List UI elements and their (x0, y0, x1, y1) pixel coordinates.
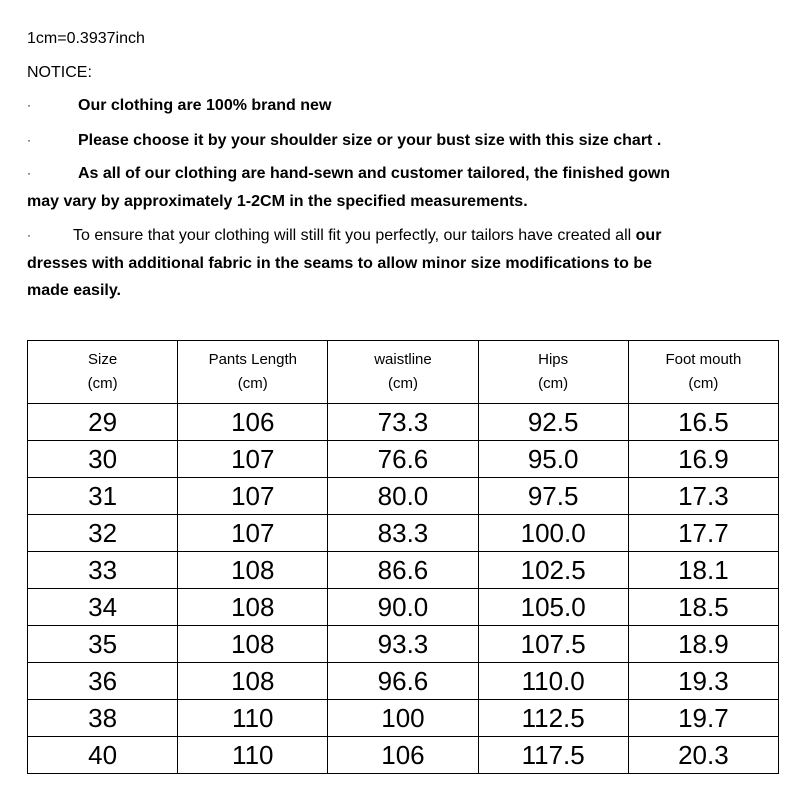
cell-hips: 92.5 (478, 404, 628, 441)
cell-waistline: 100 (328, 700, 478, 737)
cell-hips: 100.0 (478, 515, 628, 552)
header-label: Hips (538, 351, 569, 368)
cell-waistline: 106 (328, 737, 478, 774)
table-row (28, 404, 779, 441)
cell-hips: 110.0 (478, 663, 628, 700)
cell-size: 31 (28, 478, 178, 515)
table-row (28, 700, 779, 737)
cell-size: 36 (28, 663, 178, 700)
header-unit: (cm) (387, 375, 418, 392)
bullet-dot: · (27, 166, 31, 180)
header-unit: (cm) (237, 375, 268, 392)
cell-foot-mouth: 19.3 (628, 663, 778, 700)
header-foot-mouth (628, 341, 778, 404)
size-chart-table (27, 340, 779, 774)
header-unit: (cm) (538, 375, 569, 392)
cell-pants-length: 110 (178, 737, 328, 774)
cell-foot-mouth: 18.1 (628, 552, 778, 589)
table-row (28, 589, 779, 626)
cell-hips: 97.5 (478, 478, 628, 515)
cell-foot-mouth: 20.3 (628, 737, 778, 774)
cell-waistline: 76.6 (328, 441, 478, 478)
header-hips (478, 341, 628, 404)
cell-size: 35 (28, 626, 178, 663)
notice-item-fit-line1-bold: our (635, 227, 662, 244)
cell-size: 40 (28, 737, 178, 774)
cell-waistline: 93.3 (328, 626, 478, 663)
table-row (28, 552, 779, 589)
cell-hips: 112.5 (478, 700, 628, 737)
unit-conversion: 1cm=0.3937inch (27, 30, 145, 47)
header-label: Size (88, 351, 118, 368)
header-unit: (cm) (87, 375, 118, 392)
cell-size: 33 (28, 552, 178, 589)
cell-foot-mouth: 18.5 (628, 589, 778, 626)
cell-hips: 117.5 (478, 737, 628, 774)
header-label: Foot mouth (665, 351, 742, 368)
table-row (28, 441, 779, 478)
cell-waistline: 80.0 (328, 478, 478, 515)
cell-waistline: 86.6 (328, 552, 478, 589)
cell-pants-length: 108 (178, 663, 328, 700)
table-row (28, 663, 779, 700)
cell-size: 30 (28, 441, 178, 478)
cell-foot-mouth: 19.7 (628, 700, 778, 737)
cell-hips: 95.0 (478, 441, 628, 478)
notice-item-fit-line1-light: To ensure that your clothing will still fit you perfectly, our tailors have created all (73, 227, 636, 244)
notice-item-fit-line3: made easily. (27, 282, 121, 299)
cell-foot-mouth: 17.7 (628, 515, 778, 552)
header-pants-length (178, 341, 328, 404)
notice-item-fit-line2: dresses with additional fabric in the seams to allow minor size modifications to be (27, 255, 653, 272)
table-row (28, 737, 779, 774)
notice-item-hand-sewn-line2: may vary by approximately 1-2CM in the specified measurements. (27, 193, 528, 210)
cell-waistline: 73.3 (328, 404, 478, 441)
header-label: waistline (374, 351, 432, 368)
cell-foot-mouth: 16.9 (628, 441, 778, 478)
table-header-row (28, 341, 779, 404)
header-waistline (328, 341, 478, 404)
notice-item-choose-size: Please choose it by your shoulder size or your bust size with this size chart . (78, 132, 662, 149)
header-size (28, 341, 178, 404)
header-label: Pants Length (208, 351, 297, 368)
cell-foot-mouth: 16.5 (628, 404, 778, 441)
cell-hips: 102.5 (478, 552, 628, 589)
cell-foot-mouth: 18.9 (628, 626, 778, 663)
cell-pants-length: 108 (178, 552, 328, 589)
cell-size: 38 (28, 700, 178, 737)
cell-pants-length: 108 (178, 589, 328, 626)
cell-waistline: 83.3 (328, 515, 478, 552)
cell-size: 34 (28, 589, 178, 626)
notice-item-hand-sewn-line1: As all of our clothing are hand-sewn and customer tailored, the finished gown (78, 165, 671, 182)
table-row (28, 478, 779, 515)
bullet-dot: · (27, 98, 31, 112)
cell-pants-length: 107 (178, 478, 328, 515)
cell-hips: 107.5 (478, 626, 628, 663)
bullet-dot: · (27, 133, 31, 147)
cell-pants-length: 108 (178, 626, 328, 663)
notice-item-brand-new: Our clothing are 100% brand new (78, 97, 332, 114)
cell-waistline: 90.0 (328, 589, 478, 626)
cell-foot-mouth: 17.3 (628, 478, 778, 515)
table-row (28, 626, 779, 663)
cell-pants-length: 107 (178, 441, 328, 478)
cell-hips: 105.0 (478, 589, 628, 626)
header-unit: (cm) (688, 375, 719, 392)
bullet-dot: · (27, 228, 31, 242)
notice-item-fit-line1 (73, 226, 661, 246)
cell-pants-length: 106 (178, 404, 328, 441)
cell-waistline: 96.6 (328, 663, 478, 700)
table-row (28, 515, 779, 552)
cell-size: 32 (28, 515, 178, 552)
cell-size: 29 (28, 404, 178, 441)
notice-title: NOTICE: (27, 64, 92, 81)
cell-pants-length: 107 (178, 515, 328, 552)
cell-pants-length: 110 (178, 700, 328, 737)
